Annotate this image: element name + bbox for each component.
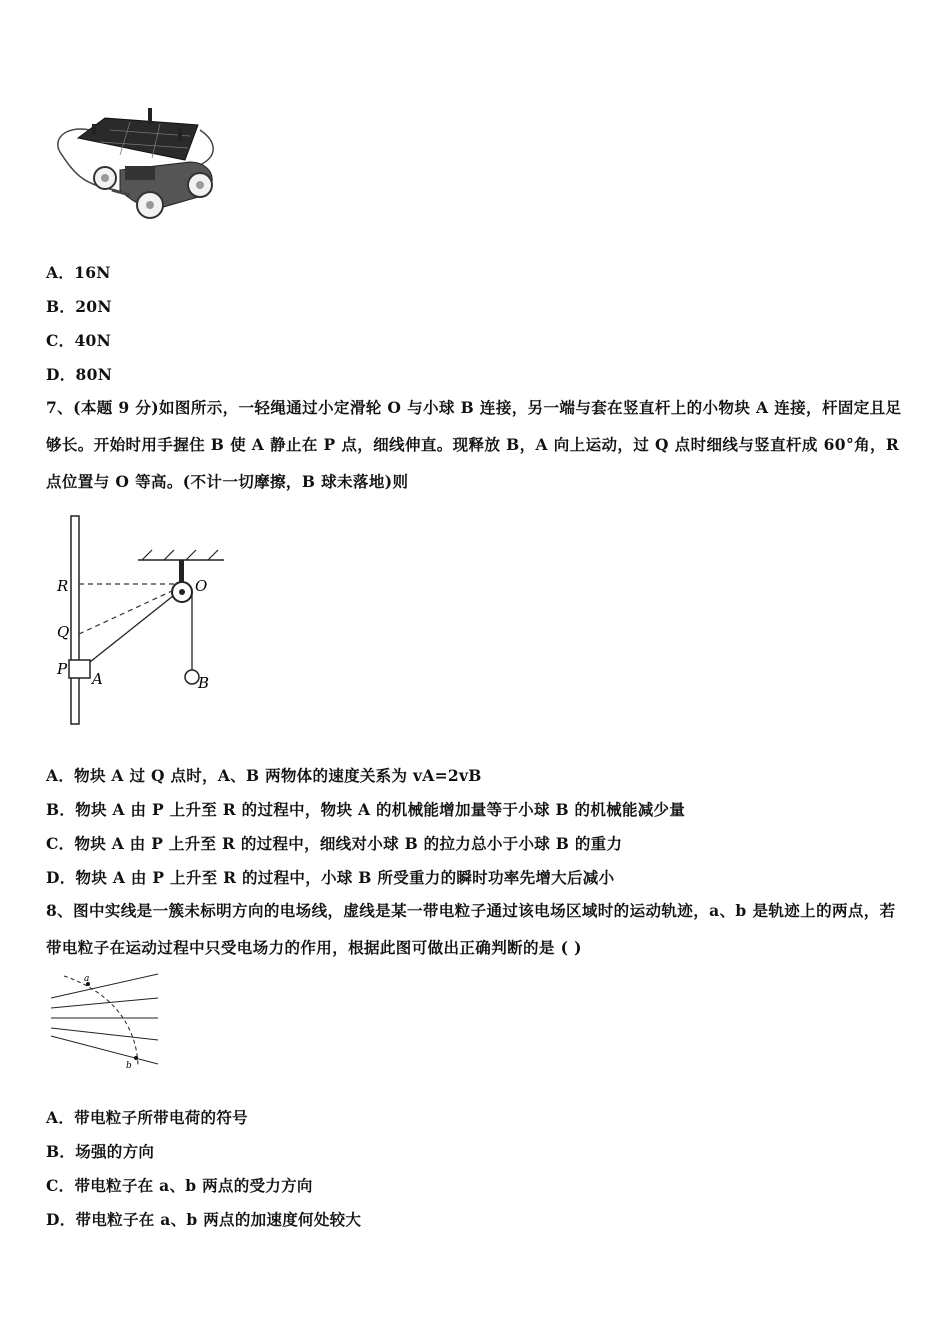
q6-option-b: B．20N — [46, 297, 112, 316]
q7-option-d: D．物块 A 由 P 上升至 R 的过程中，小球 B 所受重力的瞬时功率先增大后减小 — [46, 868, 615, 887]
q8-option-c: C．带电粒子在 a、b 两点的受力方向 — [46, 1176, 313, 1195]
q8-option-d: D．带电粒子在 a、b 两点的加速度何处较大 — [46, 1210, 362, 1229]
label-q: Q — [57, 623, 70, 641]
q6-option-a: A．16N — [46, 263, 111, 282]
label-b: B — [198, 674, 210, 692]
q8-option-b: B．场强的方向 — [46, 1142, 155, 1161]
q8-option-a: A．带电粒子所带电荷的符号 — [46, 1108, 248, 1127]
q7-option-b: B．物块 A 由 P 上升至 R 的过程中，物块 A 的机械能增加量等于小球 B 的机械能减少量 — [46, 800, 686, 819]
q6-option-c: C．40N — [46, 331, 112, 350]
field-lines-figure — [46, 970, 166, 1072]
label-p: P — [57, 660, 68, 678]
label-a: A — [92, 670, 103, 688]
label-o: O — [195, 577, 208, 595]
label-a: a — [84, 974, 90, 984]
q7-option-a: A．物块 A 过 Q 点时，A、B 两物体的速度关系为 vA=2vB — [46, 766, 482, 785]
label-r: R — [57, 577, 69, 595]
q6-option-d: D．80N — [46, 365, 113, 384]
q7-stem: 7、(本题 9 分)如图所示，一轻绳通过小定滑轮 O 与小球 B 连接，另一端与套在竖直杆上的小物块 A 连接，杆固定且足够长。开始时用手握住 B 使 A 静止在 P 点，细线伸直。现释放 B，A 向上运动，过 Q 点时细线与竖直杆成 60°角，R 点位置与 O 等高。(不计一切摩擦，B 球未落地)则 — [46, 398, 902, 491]
solar-car-figure — [50, 100, 225, 225]
label-b: b — [126, 1061, 132, 1071]
q7-option-c: C．物块 A 由 P 上升至 R 的过程中，细线对小球 B 的拉力总小于小球 B 的重力 — [46, 834, 623, 853]
q8-stem: 8、图中实线是一簇未标明方向的电场线，虚线是某一带电粒子通过该电场区域时的运动轨迹，a、b 是轨迹上的两点，若带电粒子在运动过程中只受电场力的作用，根据此图可做出正确判断的是 ( ) — [46, 901, 896, 957]
pulley-figure — [52, 512, 232, 727]
